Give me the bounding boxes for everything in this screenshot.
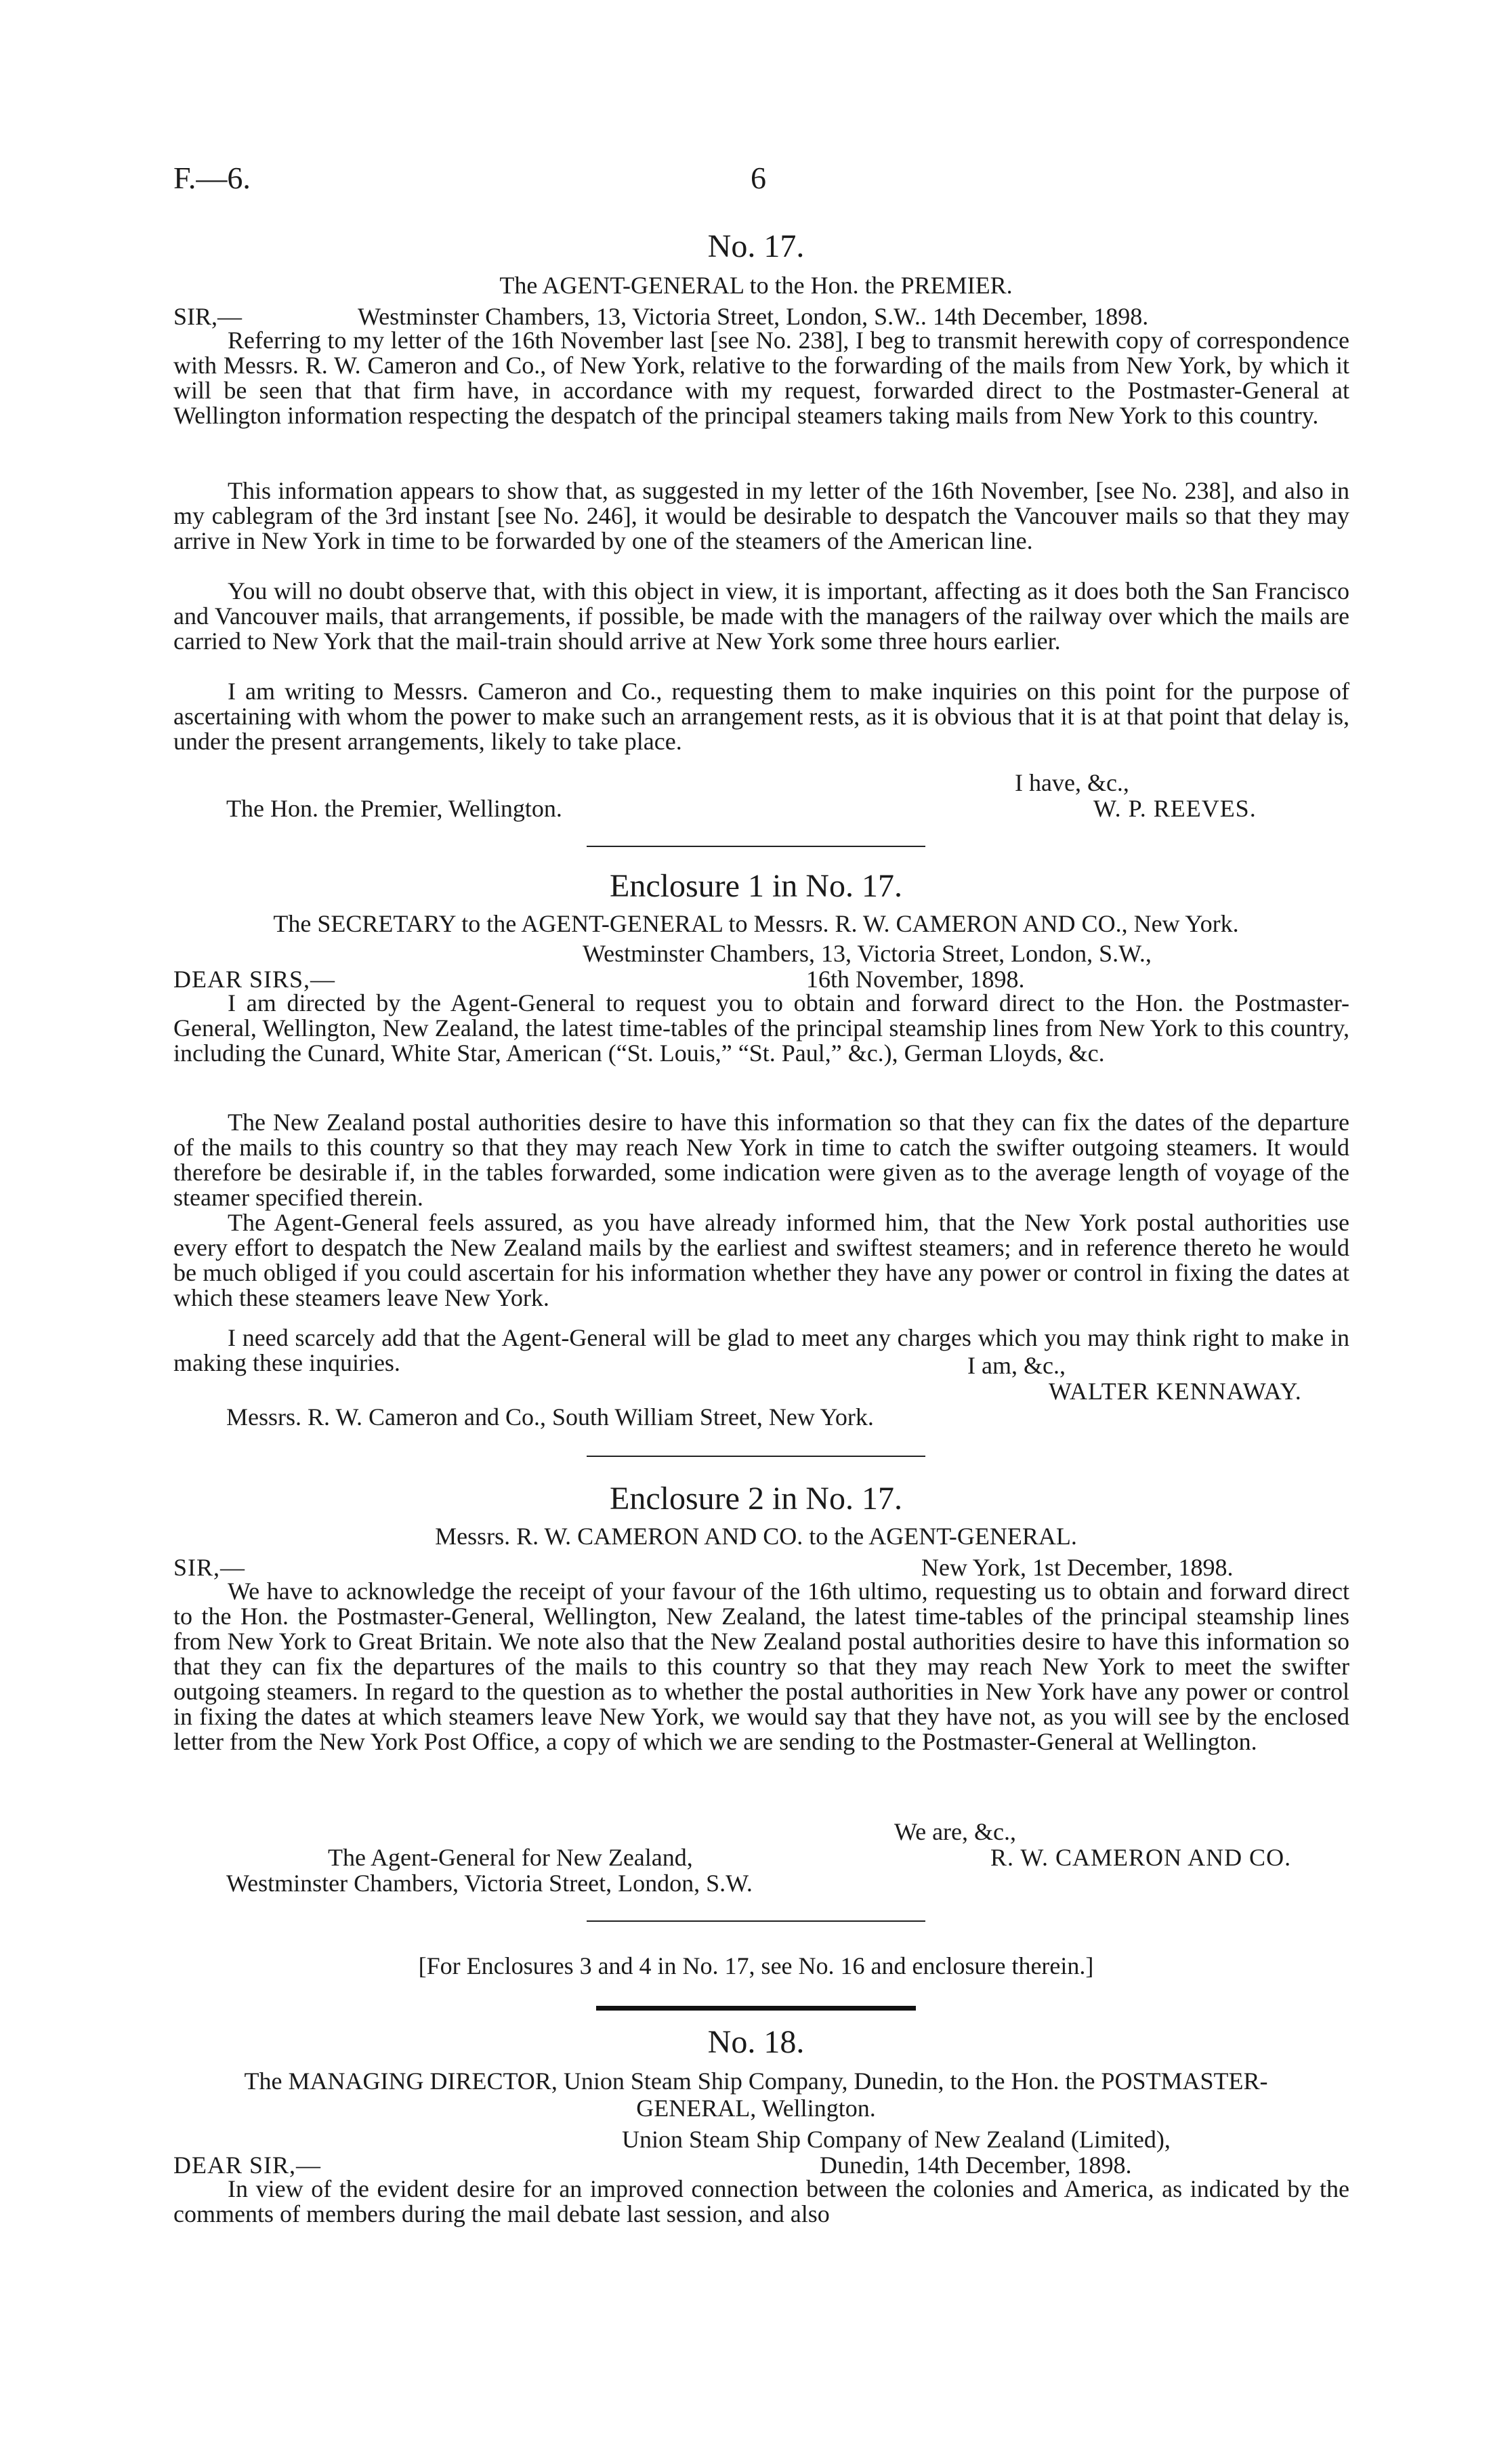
letter-17-paragraph-3: You will no doubt observe that, with this object in view, it is important, affecting as it does both the San Francisco and Vancouver mails, that arrangements, if possible, be made with the managers of the railway over which the mails are carried to New York that the mail-train should arrive at New York some three hours earlier. — [173, 577, 1349, 655]
enclosure-1-closing: I am, &c., — [967, 1352, 1066, 1379]
enclosure-1-addressee: Messrs. R. W. Cameron and Co., South William Street, New York. — [226, 1403, 874, 1431]
letter-18-salutation: DEAR SIR,— — [173, 2152, 322, 2179]
enclosure-1-salutation: DEAR SIRS,— — [173, 966, 336, 993]
letter-17-paragraph-2: This information appears to show that, as suggested in my letter of the 16th November, [see No. 238], and also in my cablegram of the 3rd instant [see No. 246], it would be desirable to despatch the Vancouver mails so that they may arrive in New York in time to be forwarded by one of the steamers of the American line. — [173, 477, 1349, 554]
document-reference: F.—6. — [173, 161, 251, 195]
enclosure-2-date: New York, 1st December, 1898. — [921, 1554, 1234, 1581]
page-number: 6 — [751, 161, 766, 195]
letter-17-salutation: SIR,— — [173, 303, 243, 330]
section-divider — [587, 1456, 925, 1457]
enclosure-1-date: 16th November, 1898. — [806, 966, 1025, 993]
enclosure-2-addressee-line-1: The Agent-General for New Zealand, — [328, 1844, 693, 1871]
section-divider — [587, 1920, 925, 1922]
section-divider — [587, 846, 925, 847]
letter-17-paragraph-1: Referring to my letter of the 16th November last [see No. 238], I beg to transmit herewith copy of correspondence with Messrs. R. W. Cameron and Co., of New York, relative to the forwarding of the mails from New York, by which it will be seen that that firm have, in accordance with my request, forwarded direct to the Postmaster-General at Wellington information respecting the despatch of the principal steamers taking mails from New York to this country. — [173, 327, 1349, 429]
letter-17-address: Westminster Chambers, 13, Victoria Street, London, S.W.. 14th December, 1898. — [358, 303, 1149, 330]
enclosure-2-heading: Enclosure 2 in No. 17. — [610, 1481, 902, 1517]
enclosure-1-heading: Enclosure 1 in No. 17. — [610, 868, 902, 904]
letter-18-title-line-2: GENERAL, Wellington. — [636, 2095, 876, 2122]
enclosure-2-title: Messrs. R. W. CAMERON AND CO. to the AGENT-GENERAL. — [435, 1523, 1077, 1550]
enclosure-1-paragraph-2: The New Zealand postal authorities desire to have this information so that they can fix the dates of the departure of the mails to this country so that they may reach New York in time to catch the swifter outgoing steamers. It would therefore be desirable if, in the tables forwarded, some indication were given as to the average length of voyage of the steamer specified therein. — [173, 1109, 1349, 1211]
enclosure-2-signature: R. W. CAMERON AND CO. — [990, 1844, 1292, 1871]
enclosure-1-paragraph-4: I need scarcely add that the Agent-General will be glad to meet any charges which you may think right to make in making these inquiries. — [173, 1324, 1349, 1376]
letter-17-closing: I have, &c., — [1015, 769, 1129, 796]
enclosure-2-closing: We are, &c., — [894, 1818, 1016, 1845]
section-divider-thick — [596, 2006, 916, 2011]
letter-18-title-line-1: The MANAGING DIRECTOR, Union Steam Ship Company, Dunedin, to the Hon. the POSTMASTER- — [244, 2067, 1268, 2095]
enclosure-1-title: The SECRETARY to the AGENT-GENERAL to Messrs. R. W. CAMERON AND CO., New York. — [273, 910, 1239, 937]
letter-17-title: The AGENT-GENERAL to the Hon. the PREMIER. — [499, 272, 1013, 299]
letter-18-address: Union Steam Ship Company of New Zealand (Limited), — [622, 2126, 1171, 2153]
letter-18-date: Dunedin, 14th December, 1898. — [820, 2152, 1132, 2179]
letter-17-number: No. 17. — [707, 228, 805, 264]
letter-18-number: No. 18. — [707, 2024, 805, 2060]
enclosure-1-signature: WALTER KENNAWAY. — [1049, 1378, 1302, 1405]
enclosure-1-paragraph-1: I am directed by the Agent-General to request you to obtain and forward direct to the Hon. the Postmaster-General, Wellington, New Zealand, the latest time-tables of the principal steamship lines from New York to this country, including the Cunard, White Star, American (“St. Louis,” “St. Paul,” &c.), German Lloyds, &c. — [173, 989, 1349, 1067]
enclosures-note: [For Enclosures 3 and 4 in No. 17, see No. 16 and enclosure therein.] — [418, 1952, 1094, 1979]
letter-17-signature: W. P. REEVES. — [1093, 795, 1257, 822]
letter-17-addressee: The Hon. the Premier, Wellington. — [226, 795, 562, 822]
enclosure-2-addressee-line-2: Westminster Chambers, Victoria Street, London, S.W. — [226, 1870, 753, 1897]
enclosure-2-paragraph-1: We have to acknowledge the receipt of your favour of the 16th ultimo, requesting us to obtain and forward direct to the Hon. the Postmaster-General, Wellington, New Zealand, the latest time-tables of the principal steamship lines from New York to Great Britain. We note also that the New Zealand postal authorities desire to have this information so that they can fix the departures of the mails to this country so that they may reach New York to meet the swifter outgoing steamers. In regard to the question as to whether the postal authorities in New York have any power or control in fixing the dates at which steamers leave New York, we would say that they have not, as you will see by the enclosed letter from the New York Post Office, a copy of which we are sending to the Postmaster-General at Wellington. — [173, 1578, 1349, 1755]
enclosure-1-address: Westminster Chambers, 13, Victoria Street, London, S.W., — [583, 940, 1152, 967]
letter-17-paragraph-4: I am writing to Messrs. Cameron and Co., requesting them to make inquiries on this point for the purpose of ascertaining with whom the power to make such an arrangement rests, as it is obvious that it is at that point that delay is, under the present arrangements, likely to take place. — [173, 678, 1349, 755]
enclosure-2-salutation: SIR,— — [173, 1554, 246, 1581]
letter-18-paragraph-1: In view of the evident desire for an improved connection between the colonies and America, as indicated by the comments of members during the mail debate last session, and also — [173, 2175, 1349, 2227]
enclosure-1-paragraph-3: The Agent-General feels assured, as you have already informed him, that the New York postal authorities use every effort to despatch the New Zealand mails by the earliest and swiftest steamers; and in reference thereto he would be much obliged if you could ascertain for his information whether they have any power or control in fixing the dates at which these steamers leave New York. — [173, 1209, 1349, 1311]
